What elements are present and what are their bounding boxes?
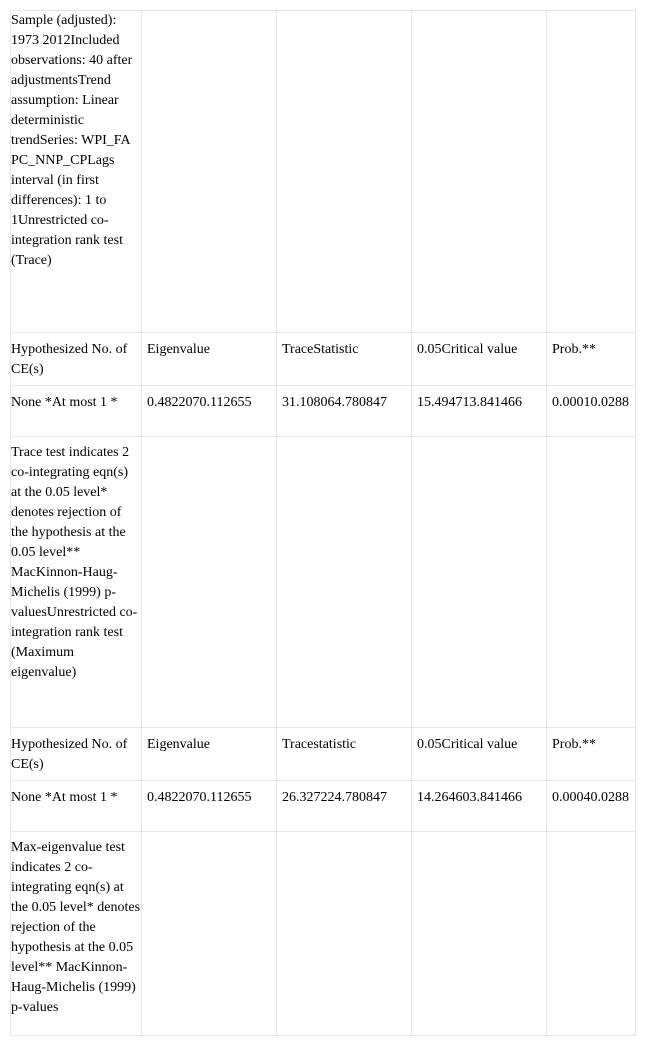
value-prob: 0.00040.0288	[552, 790, 629, 805]
table-row-trace-values	[11, 386, 636, 437]
value-cell	[412, 386, 547, 437]
header-cell	[277, 728, 412, 781]
notes-cell	[11, 832, 142, 1036]
value-trace-statistic: 31.108064.780847	[282, 395, 387, 410]
table-row-sample-info	[11, 11, 636, 333]
empty-cell	[412, 832, 547, 1036]
notes-cell	[11, 437, 142, 728]
header-prob: Prob.**	[552, 342, 596, 357]
value-hypothesis: None *At most 1 *	[11, 790, 118, 805]
header-prob: Prob.**	[552, 737, 596, 752]
value-cell	[547, 781, 636, 832]
empty-cell	[412, 11, 547, 333]
maxeig-notes-text: Max-eigenvalue test indicates 2 co-integrating eqn(s) at the 0.05 level* denotes rejection of the hypothesis at the 0.05 level** MacKinnon-Haug-Michelis (1999) p-values	[11, 840, 141, 1015]
header-hypothesized: Hypothesized No. of CE(s)	[11, 342, 128, 377]
table-row-trace-header	[11, 333, 636, 386]
value-cell	[547, 386, 636, 437]
value-cell	[142, 781, 277, 832]
header-cell	[142, 333, 277, 386]
value-eigenvalue: 0.4822070.112655	[147, 790, 252, 805]
empty-cell	[142, 437, 277, 728]
header-cell	[412, 333, 547, 386]
header-hypothesized: Hypothesized No. of CE(s)	[11, 737, 128, 772]
value-critical-value: 15.494713.841466	[417, 395, 522, 410]
value-eigenvalue: 0.4822070.112655	[147, 395, 252, 410]
table-row-trace-notes	[11, 437, 636, 728]
table-row-maxeig-values	[11, 781, 636, 832]
value-cell	[142, 386, 277, 437]
table-row-maxeig-notes	[11, 832, 636, 1036]
cointegration-results-table	[10, 10, 636, 1036]
value-cell	[11, 386, 142, 437]
value-cell	[11, 781, 142, 832]
empty-cell	[277, 11, 412, 333]
value-cell	[277, 781, 412, 832]
header-cell	[412, 728, 547, 781]
empty-cell	[277, 832, 412, 1036]
value-hypothesis: None *At most 1 *	[11, 395, 118, 410]
empty-cell	[142, 11, 277, 333]
header-trace-statistic: TraceStatistic	[282, 342, 359, 357]
sample-info-text: Sample (adjusted): 1973 2012Included observations: 40 after adjustmentsTrend assumption: Linear deterministic trendSeries: WPI_FA PC_NNP_CPLags interval (in first differences): 1 to 1Unrestricted co-integration rank test (Trace)	[11, 13, 133, 268]
value-cell	[412, 781, 547, 832]
empty-cell	[547, 437, 636, 728]
header-critical-value: 0.05Critical value	[417, 737, 518, 752]
value-prob: 0.00010.0288	[552, 395, 629, 410]
empty-cell	[277, 437, 412, 728]
header-cell	[547, 333, 636, 386]
header-cell	[142, 728, 277, 781]
trace-notes-text: Trace test indicates 2 co-integrating eqn(s) at the 0.05 level* denotes rejection of the hypothesis at the 0.05 level** MacKinnon-Haug-Michelis (1999) p-valuesUnrestricted co-integration rank test (Maximum eigenvalue)	[11, 445, 138, 680]
header-cell	[11, 728, 142, 781]
header-cell	[547, 728, 636, 781]
value-cell	[277, 386, 412, 437]
sample-info-cell	[11, 11, 142, 333]
header-trace-statistic: Tracestatistic	[282, 737, 357, 752]
empty-cell	[547, 11, 636, 333]
empty-cell	[142, 832, 277, 1036]
value-trace-statistic: 26.327224.780847	[282, 790, 387, 805]
empty-cell	[547, 832, 636, 1036]
header-eigenvalue: Eigenvalue	[147, 737, 210, 752]
empty-cell	[412, 437, 547, 728]
header-cell	[11, 333, 142, 386]
value-critical-value: 14.264603.841466	[417, 790, 522, 805]
header-eigenvalue: Eigenvalue	[147, 342, 210, 357]
table-row-maxeig-header	[11, 728, 636, 781]
header-cell	[277, 333, 412, 386]
header-critical-value: 0.05Critical value	[417, 342, 518, 357]
